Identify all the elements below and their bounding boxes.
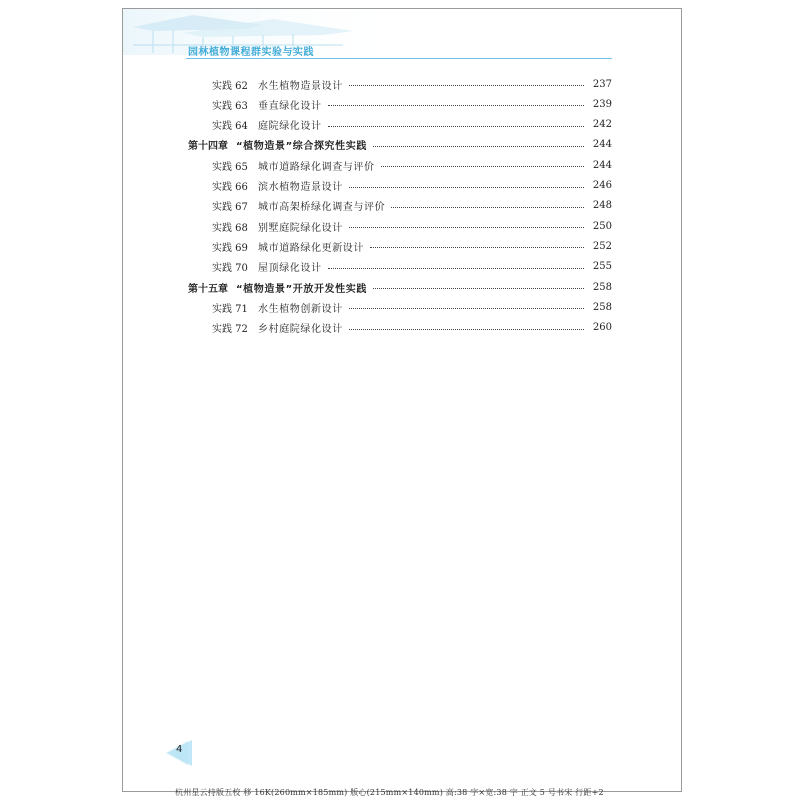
toc-entry-label: 实践 65 <box>212 161 248 173</box>
toc-item-row <box>212 178 612 194</box>
toc-entry-label: 第十五章 <box>188 283 228 295</box>
toc-entry-title: “植物造景”开放开发性实践 <box>236 283 367 295</box>
toc-entry-page: 252 <box>592 240 612 252</box>
dot-leader <box>328 104 584 106</box>
print-spec-footer: 杭州星云持版五校 移 16K(260mm×185mm) 版心(215mm×140mm) 高:38 字×宽:38 字 正文 5 号书宋 行距+2 <box>175 788 604 797</box>
toc-entry-page: 248 <box>592 200 612 212</box>
dot-leader <box>373 145 584 147</box>
toc-entry-label: 实践 72 <box>212 324 248 336</box>
toc-item-row <box>212 218 612 234</box>
toc-entry-title: 乡村庭院绿化设计 <box>258 324 343 336</box>
toc-entry-title: 城市高架桥绿化调查与评价 <box>258 202 386 214</box>
toc-entry-label: 实践 62 <box>212 80 248 92</box>
toc-entry-title: 垂直绿化设计 <box>258 100 322 112</box>
toc-entry-label: 实践 70 <box>212 263 248 275</box>
toc-item-row <box>212 198 612 214</box>
toc-entry-page: 250 <box>592 220 612 232</box>
toc-entry-title: 城市道路绿化调查与评价 <box>258 161 375 173</box>
toc-chapter-row <box>188 137 612 153</box>
dot-leader <box>370 246 584 248</box>
toc-entry-page: 242 <box>592 119 612 131</box>
toc-entry-label: 实践 63 <box>212 100 248 112</box>
toc-item-row <box>212 299 612 315</box>
toc-entry-label: 实践 64 <box>212 121 248 133</box>
toc-entry-page: 244 <box>592 139 612 151</box>
dot-leader <box>349 307 584 309</box>
toc-entry-page: 258 <box>592 301 612 313</box>
dot-leader <box>391 206 584 208</box>
toc-entry-title: 庭院绿化设计 <box>258 121 322 133</box>
toc-entry-title: 城市道路绿化更新设计 <box>258 242 364 254</box>
dot-leader <box>349 328 584 330</box>
toc-item-row <box>212 320 612 336</box>
toc-entry-title: 水生植物创新设计 <box>258 303 343 315</box>
book-title: 园林植物课程群实验与实践 <box>188 47 314 58</box>
toc-entry-page: 237 <box>592 78 612 90</box>
toc-entry-label: 实践 66 <box>212 182 248 193</box>
dot-leader <box>349 186 584 188</box>
toc-entry-page: 246 <box>592 180 612 191</box>
toc-entry-title: 滨水植物造景设计 <box>258 182 343 193</box>
toc-entry-label: 实践 69 <box>212 242 248 254</box>
toc-entry-page: 255 <box>592 261 612 273</box>
dot-leader <box>373 287 584 289</box>
toc-entry-label: 实践 67 <box>212 202 248 214</box>
toc-item-row <box>212 157 612 173</box>
toc-item-row <box>212 238 612 254</box>
toc-entry-label: 实践 68 <box>212 222 248 234</box>
toc-item-row <box>212 259 612 275</box>
page-number: 4 <box>176 744 183 755</box>
toc-entry-label: 实践 71 <box>212 303 248 315</box>
toc-entry-page: 258 <box>592 281 612 293</box>
dot-leader <box>328 125 584 127</box>
toc-entry-page: 244 <box>592 159 612 171</box>
toc-item-row <box>212 117 612 133</box>
toc-chapter-row <box>188 279 612 295</box>
toc-item-row <box>212 96 612 112</box>
toc-entry-label: 第十四章 <box>188 141 228 153</box>
toc-entry-title: “植物造景”综合探究性实践 <box>236 141 367 153</box>
dot-leader <box>349 84 584 86</box>
toc-entry-title: 屋顶绿化设计 <box>258 263 322 275</box>
dot-leader <box>349 226 584 228</box>
dot-leader <box>328 267 584 269</box>
toc-entry-title: 别墅庭院绿化设计 <box>258 222 343 234</box>
toc-item-row <box>212 76 612 92</box>
dot-leader <box>381 165 584 167</box>
toc-entry-title: 水生植物造景设计 <box>258 80 343 92</box>
toc-entry-page: 260 <box>592 322 612 334</box>
toc-entry-page: 239 <box>592 98 612 110</box>
